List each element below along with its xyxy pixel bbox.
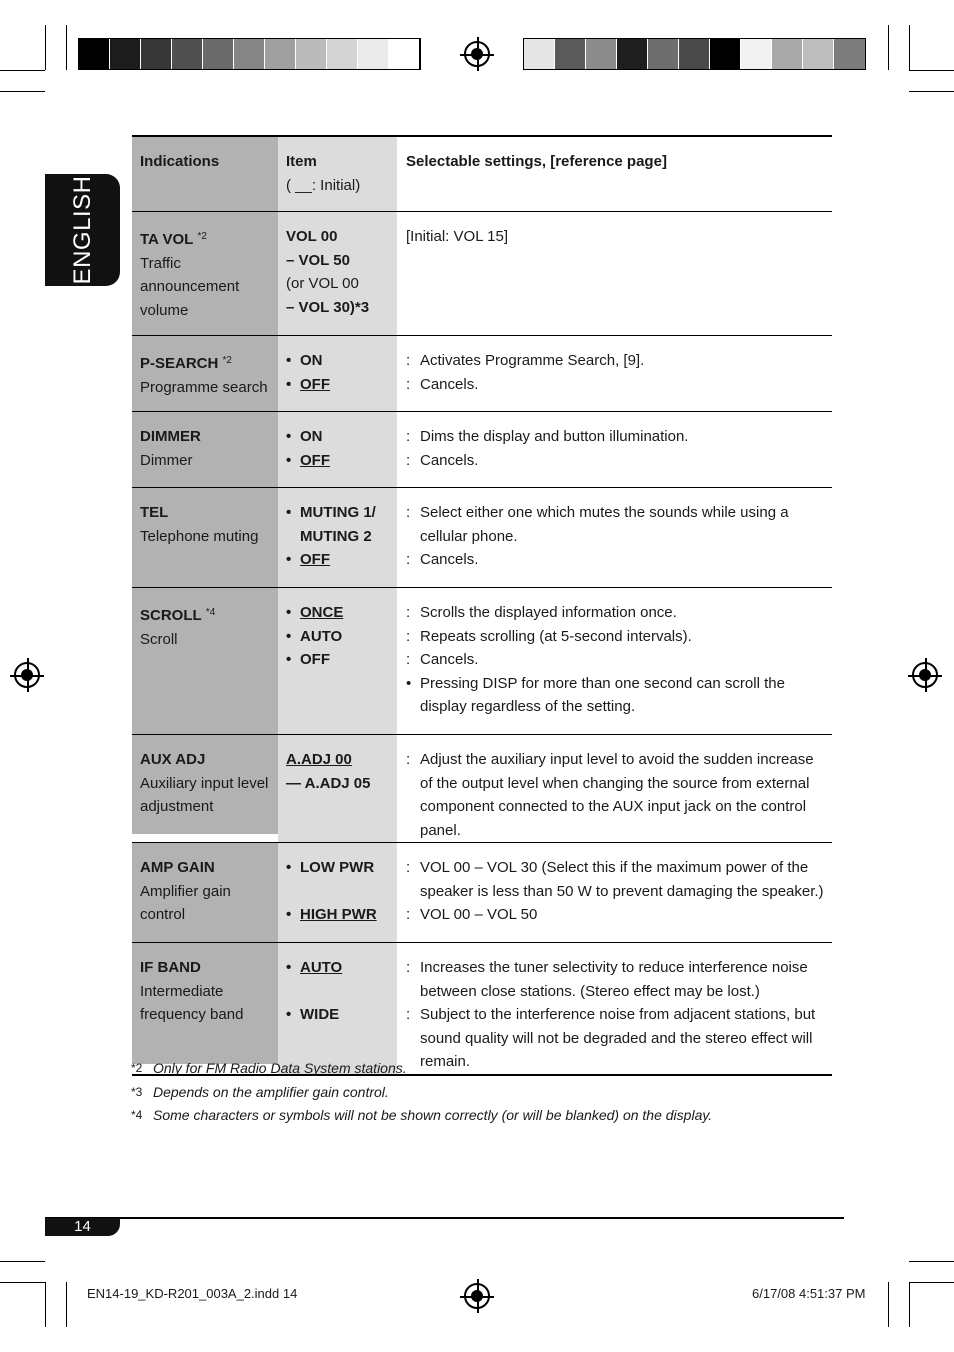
registration-mark-icon: [912, 662, 938, 688]
color-swatch: [772, 39, 803, 69]
bullet-icon: •: [286, 451, 292, 469]
table-header-row: [132, 137, 832, 212]
item-cell: [278, 735, 397, 842]
setting-prefix: :: [406, 375, 411, 393]
setting-text: Scrolls the displayed information once.: [420, 604, 677, 621]
bullet-icon: •: [286, 651, 292, 668]
setting-prefix: :: [406, 352, 411, 369]
indication-desc: Amplifier gain control: [140, 882, 231, 923]
item-value: — A.ADJ 05: [286, 774, 371, 792]
indication-cell: [132, 588, 278, 734]
setting-text: Subject to the interference noise from adjacent stations, but sound quality will not be degraded and the stereo effect will remain.: [420, 1006, 816, 1070]
color-swatch: [265, 39, 296, 69]
footnote: [131, 1057, 712, 1081]
indication-line: [140, 501, 274, 525]
indication-line: [140, 856, 274, 880]
item-value: – VOL 50: [286, 251, 350, 269]
bullet-icon: •: [286, 428, 292, 445]
option-label: AUTO: [300, 627, 343, 645]
footnote-mark: *4: [131, 1108, 143, 1122]
option-item: [286, 548, 393, 572]
settings-cell: [397, 735, 832, 842]
option-label: ON: [300, 428, 323, 445]
bullet-icon: •: [286, 859, 292, 876]
footnote-mark: *4: [205, 607, 216, 618]
footnote-mark: *3: [131, 1084, 143, 1099]
language-tab: [45, 174, 120, 286]
option-item: [286, 373, 393, 397]
item-cell: [278, 943, 397, 1074]
setting-text: Adjust the auxiliary input level to avoid the sudden increase of the output level when changing the source from external component connected to the AUX input jack on the control panel.: [420, 751, 814, 839]
indication-line: [140, 601, 274, 628]
setting-desc: [406, 601, 828, 625]
color-swatch: [555, 39, 586, 69]
color-swatch: [79, 39, 110, 69]
indication-desc: Dimmer: [140, 451, 193, 469]
crop-mark: [909, 1282, 954, 1283]
settings-cell: [397, 488, 832, 587]
setting-prefix: :: [406, 604, 411, 621]
option-label: MUTING 1/ MUTING 2: [300, 504, 376, 545]
color-swatch: [296, 39, 327, 69]
setting-desc: [406, 672, 828, 719]
setting-prefix: :: [406, 906, 411, 923]
crop-mark: [0, 1282, 45, 1283]
crop-mark: [0, 91, 45, 92]
page-number: 14: [45, 1218, 120, 1236]
settings-cell: [397, 336, 832, 411]
indication-desc: Intermediate: [140, 982, 224, 1000]
crop-mark: [909, 1261, 954, 1262]
item-value: – VOL 30)*3: [286, 298, 370, 316]
color-swatch: [389, 39, 420, 69]
crop-mark: [888, 25, 889, 70]
crop-mark: [909, 25, 910, 70]
crop-mark: [66, 1282, 67, 1327]
option-item: [286, 449, 393, 473]
setting-desc: [406, 501, 828, 548]
option-label: OFF: [300, 375, 330, 393]
footnote-text: Depends on the amplifier gain control.: [153, 1083, 389, 1100]
footnote-mark: *2: [131, 1061, 143, 1075]
item-cell: [278, 336, 397, 411]
indication-line: [140, 748, 274, 772]
item-cell: [278, 843, 397, 942]
bullet-icon: •: [286, 627, 292, 645]
settings-cell: [397, 412, 832, 487]
option-label: ON: [300, 352, 323, 369]
header-item: Item: [286, 153, 317, 170]
color-swatch: [648, 39, 679, 69]
setting-prefix: :: [406, 504, 411, 521]
crop-mark: [909, 91, 954, 92]
option-label: OFF: [300, 451, 330, 469]
bullet-icon: •: [286, 375, 292, 393]
item-cell: [278, 412, 397, 487]
setting-text: Cancels.: [420, 451, 479, 469]
color-swatch: [327, 39, 358, 69]
setting-prefix: :: [406, 551, 411, 568]
table-row: [132, 588, 832, 735]
indication-name: AUX ADJ: [140, 751, 206, 768]
option-item: [286, 856, 393, 880]
settings-table: [132, 135, 832, 1076]
setting-text: Repeats scrolling (at 5-second intervals).: [420, 627, 692, 645]
option-label: HIGH PWR: [300, 906, 377, 923]
indication-desc: Programme search: [140, 378, 268, 396]
table-row: [132, 735, 832, 843]
color-swatch: [203, 39, 234, 69]
indication-line: [140, 425, 274, 449]
settings-cell: [397, 212, 832, 335]
setting-text: VOL 00 – VOL 50: [420, 906, 538, 923]
crop-mark: [888, 1282, 889, 1327]
footnote-mark: *2: [197, 231, 207, 242]
footnote: [131, 1081, 712, 1105]
setting-text: Activates Programme Search, [9].: [420, 352, 645, 369]
bullet-icon: •: [286, 1006, 292, 1023]
setting-text: Select either one which mutes the sounds while using a cellular phone.: [420, 504, 789, 545]
color-swatch: [679, 39, 710, 69]
crop-mark: [0, 1261, 45, 1262]
table-row: [132, 488, 832, 588]
option-item: [286, 956, 393, 980]
page-rule: [45, 1217, 844, 1219]
indication-cell: [132, 412, 278, 487]
item-cell: [278, 488, 397, 587]
setting-desc: [406, 373, 828, 397]
option-label: ONCE: [300, 604, 344, 621]
option-item: [286, 1003, 393, 1027]
indication-name: IF BAND: [140, 959, 201, 976]
setting-text: Cancels.: [420, 551, 479, 568]
option-item: [286, 349, 393, 373]
color-swatch: [803, 39, 834, 69]
table-row: [132, 843, 832, 943]
setting-text: VOL 00 – VOL 30 (Select this if the maximum power of the speaker is less than 50 W to prevent damaging the speaker.): [420, 859, 824, 900]
setting-prefix: •: [406, 674, 412, 692]
option-label: AUTO: [300, 959, 343, 976]
setting-text: [Initial: VOL 15]: [406, 228, 508, 245]
option-item: [286, 601, 393, 625]
table-row: [132, 412, 832, 488]
indication-desc: frequency band: [140, 1006, 244, 1023]
header-settings: Selectable settings, [reference page]: [406, 153, 667, 170]
color-control-bar: [523, 38, 866, 70]
setting-prefix: :: [406, 451, 411, 469]
setting-desc: [406, 349, 828, 373]
bullet-icon: •: [286, 604, 292, 621]
indication-name: P-SEARCH: [140, 355, 219, 372]
setting-desc: [406, 648, 828, 672]
color-swatch: [834, 39, 865, 69]
setting-text: Cancels.: [420, 651, 479, 668]
crop-mark: [0, 70, 45, 71]
indication-name: TA VOL: [140, 231, 194, 248]
table-row: [132, 212, 832, 336]
setting-prefix: :: [406, 627, 411, 645]
bullet-icon: •: [286, 551, 292, 568]
indication-cell: [132, 336, 278, 411]
footnotes: [131, 1057, 712, 1128]
color-swatch: [586, 39, 617, 69]
option-item: [286, 501, 393, 548]
setting-prefix: :: [406, 651, 411, 668]
indication-name: AMP GAIN: [140, 859, 215, 876]
indication-desc: announcement: [140, 278, 240, 295]
option-label: LOW PWR: [300, 859, 375, 876]
item-value: VOL 00: [286, 228, 338, 245]
bullet-icon: •: [286, 906, 292, 923]
option-item: [286, 648, 393, 672]
setting-text: Increases the tuner selectivity to reduce interference noise between close stations. (Stereo effect may be lost.): [420, 959, 808, 1000]
registration-mark-icon: [14, 662, 40, 688]
settings-cell: [397, 843, 832, 942]
setting-prefix: :: [406, 859, 411, 876]
setting-desc: [406, 856, 828, 903]
indication-cell: [132, 212, 278, 335]
indication-name: SCROLL: [140, 607, 202, 624]
crop-mark: [66, 25, 67, 70]
footnote-text: Some characters or symbols will not be shown correctly (or will be blanked) on the display.: [153, 1107, 713, 1123]
settings-cell: [397, 588, 832, 734]
header-item-note: ( __: Initial): [286, 176, 361, 194]
setting-desc: [406, 903, 828, 927]
table-row: [132, 943, 832, 1074]
option-label: OFF: [300, 551, 330, 568]
spacer: [286, 980, 393, 1004]
registration-mark-icon: [464, 1283, 490, 1309]
option-item: [286, 425, 393, 449]
setting-text: Cancels.: [420, 375, 479, 393]
crop-mark: [909, 1282, 910, 1327]
option-item: [286, 625, 393, 649]
option-label: WIDE: [300, 1006, 340, 1023]
option-item: [286, 903, 393, 927]
color-swatch: [710, 39, 741, 69]
setting-desc: [406, 449, 828, 473]
item-value: (or VOL 00: [286, 275, 359, 292]
indication-name: TEL: [140, 504, 169, 521]
color-swatch: [234, 39, 265, 69]
indication-desc: volume: [140, 301, 189, 319]
indication-cell: [132, 488, 278, 587]
header-indications: Indications: [140, 153, 220, 170]
registration-mark-icon: [464, 41, 490, 67]
language-tab-label: ENGLISH: [68, 175, 96, 285]
item-cell: [278, 588, 397, 734]
setting-prefix: :: [406, 428, 411, 445]
setting-text: Pressing DISP for more than one second can scroll the display regardless of the setting.: [420, 674, 785, 715]
settings-cell: [397, 943, 832, 1074]
indication-cell: [132, 943, 278, 1064]
item-value: A.ADJ 00: [286, 751, 352, 768]
footnote: [131, 1104, 712, 1128]
indication-line: [140, 956, 274, 980]
spacer: [286, 880, 393, 904]
setting-desc: [406, 425, 828, 449]
color-swatch: [524, 39, 555, 69]
setting-desc: [406, 956, 828, 1003]
indication-desc: Auxiliary input level: [140, 774, 269, 792]
indication-cell: [132, 843, 278, 942]
setting-desc: [406, 548, 828, 572]
crop-mark: [45, 25, 46, 70]
indication-desc: Telephone muting: [140, 527, 259, 545]
footnote-text: Only for FM Radio Data System stations.: [153, 1060, 407, 1076]
indication-cell: [132, 735, 278, 834]
setting-prefix: :: [406, 751, 411, 768]
bullet-icon: •: [286, 504, 292, 521]
indication-name: DIMMER: [140, 428, 201, 445]
crop-mark: [45, 1282, 46, 1327]
indication-desc: Traffic: [140, 254, 181, 272]
setting-desc: [406, 625, 828, 649]
bullet-icon: •: [286, 959, 292, 976]
color-swatch: [741, 39, 772, 69]
crop-mark: [909, 70, 954, 71]
indication-desc: adjustment: [140, 798, 214, 815]
indication-desc: Scroll: [140, 630, 178, 648]
bullet-icon: •: [286, 352, 292, 369]
setting-prefix: :: [406, 1006, 411, 1023]
item-cell: [278, 212, 397, 335]
color-swatch: [141, 39, 172, 69]
color-swatch: [358, 39, 389, 69]
color-swatch: [110, 39, 141, 69]
indication-line: [140, 225, 274, 252]
color-swatch: [617, 39, 648, 69]
color-swatch: [172, 39, 203, 69]
indication-line: [140, 349, 274, 376]
slug-date: 6/17/08 4:51:37 PM: [752, 1286, 866, 1301]
footnote-mark: *2: [222, 355, 232, 366]
table-row: [132, 336, 832, 412]
grayscale-color-bar: [78, 38, 421, 70]
setting-desc: [406, 748, 828, 842]
setting-prefix: :: [406, 959, 411, 976]
slug-file: EN14-19_KD-R201_003A_2.indd 14: [87, 1286, 298, 1301]
option-label: OFF: [300, 651, 330, 668]
setting-text: Dims the display and button illumination.: [420, 428, 689, 445]
